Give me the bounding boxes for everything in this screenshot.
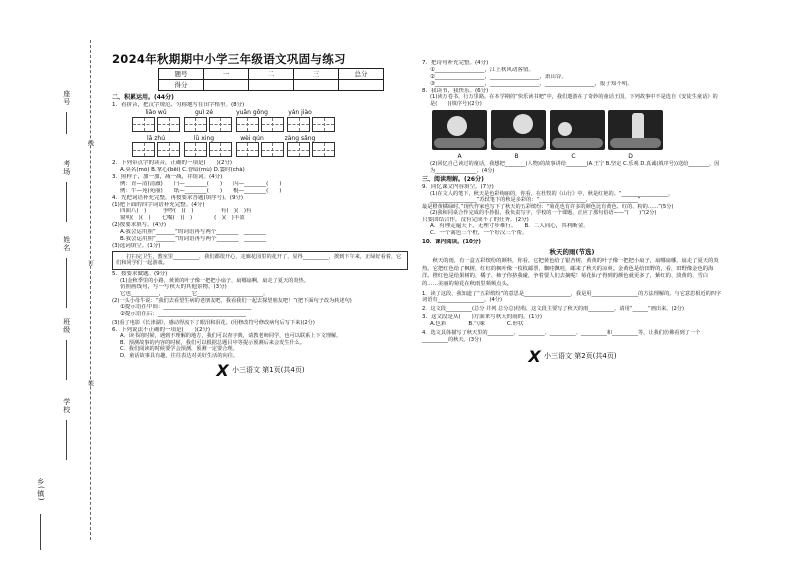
publisher-logo-icon: X (528, 347, 541, 367)
writing-grid[interactable] (312, 117, 335, 132)
q5-2: (2)一头小母牛说：“我们去看望生病的老朋友吧，我看我们一起去探望朋友吧！”(把下面句子改为转述句) (112, 297, 352, 304)
story-picture-c (550, 110, 605, 150)
q5-2b: ②提示语在后：________________________________ (120, 311, 246, 318)
writing-grid[interactable] (132, 142, 155, 157)
picture-label: B (514, 153, 519, 161)
school-line (66, 420, 67, 460)
q4-text: 4．先把词语补充完整，再按要求答题(填序号)。(9分) (112, 194, 244, 201)
exam-room-label: 考场 (62, 160, 71, 176)
writing-grid[interactable] (236, 117, 259, 132)
writing-grid[interactable] (261, 142, 284, 157)
writing-grid[interactable] (209, 142, 232, 157)
name-line (66, 258, 67, 308)
seat-number-line (66, 112, 67, 134)
school-label: 学校 (62, 398, 71, 414)
writing-grid[interactable] (261, 117, 284, 132)
picture-label: C (571, 153, 576, 161)
q7-a: ①__________________，江上秋风动客情。 (430, 66, 534, 73)
writing-grid[interactable] (157, 117, 180, 132)
picture-label: A (457, 153, 462, 161)
writing-grid[interactable] (312, 142, 335, 157)
writing-grid[interactable] (209, 117, 232, 132)
q9-1: (1)在文人的笔下，秋天是色彩绚丽的，你看，在杜牧的《山行》中，秋是红艳的。“__________________，__________________”苏轼笔下的秋是多彩的：“__________________，__________________” (430, 190, 674, 203)
q1-text: 1．看拼音，把汉字规范、匀称地写在田字格里。(8分) (112, 101, 245, 108)
story-picture-d (608, 110, 663, 150)
q4-3-passage: 打扫完卫生，教室里__________，我们都很开心，走廊花园里的花开了，显得__________，挨到下午来，正绿好看着，它们和同学们一起游戏。 (112, 251, 408, 270)
pinyin: wèi qún (240, 134, 264, 142)
pinyin: guì zé (194, 108, 214, 116)
q10-2: 2．这文段__________(总分 并列 总分总)结构，这文段主要写了秋天的雨__________。请用“______”画出来。(2分) (422, 305, 684, 312)
writing-grid[interactable] (287, 117, 310, 132)
q10-3-options: A.色彩 B.气味 C.形状 (430, 321, 524, 328)
cut-line (90, 40, 91, 540)
q6-option-b: B．预测故事的内容的时候，我们可以根据总题目中等提示预测后来会发生什么。 (120, 339, 306, 346)
q2-text: 2．下列带点字的读音，正确的一项是( )(2分) (112, 160, 233, 167)
pinyin-row-2 (132, 135, 408, 143)
q9-2-options-2: C．一个篱笆三个桩，一个好汉三个帮。 (430, 230, 528, 237)
q9-text: 9．回忆课文内容填空。(7分) (422, 183, 494, 190)
passage-title: 秋天的雨(节选) (549, 248, 595, 256)
q3-text: 3．照样子，加一加，减一减，并组词。(4分) (112, 174, 223, 180)
q9-2-options-1: A．有理走遍天下，无理寸步难行。 B．二人同心，其利断金。 (430, 223, 589, 230)
score-header-cell: 一 (204, 69, 249, 80)
score-input-cell[interactable] (339, 80, 384, 91)
seat-number-label: 座号 (62, 90, 71, 106)
q5-1c: 它也__________，__________它________________________。 (120, 290, 269, 297)
score-input-cell[interactable] (249, 80, 294, 91)
seal-bind-char: 订 (86, 260, 94, 267)
score-header-cell: 三 (294, 69, 339, 80)
q9-2b: 只要团结合作，没有完成不了的任务。(2分) (422, 216, 529, 223)
story-picture-a (432, 110, 487, 150)
score-input-cell[interactable] (204, 80, 249, 91)
writing-grid[interactable] (287, 142, 310, 157)
pinyin: lǜ xing (193, 134, 215, 142)
footer-text: 小三语文 第2页(共4页) (543, 352, 617, 361)
q7-text: 7．把诗句补充完整。(4分) (422, 60, 489, 66)
score-header-cell: 总分 (339, 69, 384, 80)
writing-grid[interactable] (132, 117, 155, 132)
score-input-cell[interactable] (294, 80, 339, 91)
writing-grid[interactable] (157, 142, 180, 157)
q4-words-b: 窗明( )( ) 七嘴( )( ) ( )( )丰盈 (120, 215, 245, 222)
pinyin: yán jiào (288, 108, 312, 116)
q9-1b: 最是橙黄橘绿时。”现代作家也写下了秋天的五彩缤纷：“菊花也有许多的颜色比有黄色、红的、粉的……”(5分) (422, 203, 674, 210)
q3-row-1: 例：青—清(清澈) 闩—________( ) 闪—________( ) (120, 180, 282, 187)
q4-1-text: (1)把下面的四字词语补充完整。(4分) (112, 201, 205, 208)
right-column (422, 60, 722, 367)
section-3-heading: 三、阅读理解。(26分) (422, 176, 484, 184)
q7-b: ②__________________，__________________，萧山谷。 (430, 73, 567, 80)
score-table (158, 68, 384, 91)
q5-2a: ①提示语在中间：________________________________ (120, 304, 252, 311)
pinyin: liǎo wǔ (145, 108, 167, 116)
q7-c: ③__________________，__________________，__________________，报子知不明。 (430, 80, 633, 87)
writing-grid[interactable] (184, 142, 207, 157)
q10-1: 1．读了这段，我知道了“五彩缤纷”的意思是__________________，我是用__________________的方法理解的。与它意思相近的四字词语有__________________。(4分) (422, 290, 722, 304)
footer-text: 小三语文 第1页(共4页) (231, 366, 305, 375)
q4-2b: B.我会运用照“_______”的词语再写两个________ ________ (120, 235, 266, 242)
picture-label: D (628, 153, 633, 161)
town-label: 乡(镇) (36, 478, 45, 502)
q6-text: 6．下列说法不正确的一项是( )(2分) (112, 326, 211, 333)
q5-3: (3)看了电影《长津湖》，感动得流下了眼泪和泪花。(用修改符号修改病句后写下来)(2分) (112, 320, 315, 326)
q6-option-a: A．读书的时候，遇到不理解的地方，我们可以查字典，请教老师同学，也可以联系上下文理解。 (120, 333, 342, 340)
q8-2: (2)回忆自己读过的童话，我想把________(人物)的故事讲给________(A.王宁 B.坚定 C.乐观 D.真诚(填序号))送给________，因为________________。(4分) (430, 161, 720, 174)
pinyin: yuān gōng (236, 108, 268, 116)
q4-2-text: (2)按要求填写。(4分) (112, 222, 167, 229)
q5-1: (1)金秋季里的小路，黄黄的叶子像一把把小扇子，扇哪扇啊，扇走了夏天的炎热。 (120, 277, 309, 284)
q10-3: 3．这文段是从( )方面来写秋天的雨的。(1分) (422, 314, 543, 321)
q9-2: (2)我和同桌合作完成的手抄报，我负责写字，学校的一个课题，正应了那句俗语——“( )”(2分) (430, 210, 657, 216)
q8-1: (1)读万卷书，行万里路。在本学期的“快乐读书吧”中，我们遨游在了奇妙的童话王国，下列故事中不是选自《安徒生童话》的是( )(填序号)(2分) (430, 94, 718, 107)
seal-line-char: 线 (86, 140, 94, 147)
writing-grid[interactable] (184, 117, 207, 132)
q4-3-text: (3)选词填空。(1分) (112, 242, 161, 249)
class-label: 班级 (62, 318, 71, 334)
q10-text: 10．课内阅读。(10分) (422, 239, 481, 246)
pinyin: lā zhú (146, 134, 165, 142)
score-header-cell: 题号 (159, 69, 204, 80)
binding-margin (0, 0, 95, 561)
q4-2a: A.我会运用照“_______”的词语再写两个________ ________ (120, 229, 266, 235)
q4-words-a: 四面八( ) 争吵( )( ) 有( )( )有 (120, 208, 252, 215)
passage-body: 秋天的雨，有一盒五彩缤纷的颜料，你看，它把黄色给了银杏树，黄黄的叶子像一把把小扇子，扇哪扇哪，扇走了夏天的炎热。它把红色给了枫树，红红的枫叶像一枚枚邮票，飘哇飘哇，邮来了秋天的凉爽。金黄色是给田野的，看，田野像金色的海洋。橙红色是给果树的，橘子、柿子你挤我碰，争着要人们去摘呢！菊花仙子得到的颜色就更多了，紫红的、淡黄的、雪白的……美丽的菊花在秋雨里频频点头。 (422, 258, 719, 288)
story-pictures (432, 110, 722, 153)
seal-pack-char: 装 (86, 380, 94, 387)
q3-row-2: 例：牛—苑(苑丽) 纸—________( ) 棍—________( ) (120, 187, 282, 194)
exam-room-line (66, 182, 67, 222)
class-line (66, 340, 67, 380)
q6-option-d: D．童话故事具有趣，往往表达对美好生活的向往。 (120, 352, 239, 359)
score-label-cell: 得分 (159, 80, 204, 91)
name-label: 姓名 (62, 236, 71, 252)
q6-option-c: C．我们阅读的时候要学会预测，预测一定要合理。 (120, 346, 238, 353)
pinyin-row-1 (132, 109, 408, 117)
town-line (40, 514, 41, 550)
grid-row-1 (132, 117, 408, 135)
writing-grid[interactable] (236, 142, 259, 157)
pinyin: zàng sǎng (284, 134, 316, 142)
page-footer-left (112, 361, 408, 381)
page-title: 2024年秋期期中小学三年级语文巩固与练习 (112, 52, 346, 66)
story-picture-labels (432, 153, 722, 161)
q2-options: A.莫名(mò) B.掌心(bēi) C.昏暗(mù) D.霎时(chà) (120, 167, 245, 174)
left-column (112, 52, 408, 381)
q5-text: 5．按要求做题。(9分) (112, 270, 168, 277)
page-footer-right (422, 347, 722, 367)
q10-4: 4．选文具体描写了秋天里的__________、__________、__________、__________和__________等，让我们仿佛看到了一个__________的秋天。(3分) (422, 330, 701, 343)
grid-row-2 (132, 142, 408, 160)
publisher-logo-icon: X (216, 361, 229, 381)
story-picture-b (491, 110, 546, 150)
q5-1b: 仿照画线句，写一写秋天的其他景物。(3分) (120, 284, 227, 290)
section-2-heading: 二、积累运用。(44分) (112, 94, 174, 102)
score-header-cell: 二 (249, 69, 294, 80)
q8-text: 8．我读书，我快乐。(6分) (422, 87, 489, 94)
